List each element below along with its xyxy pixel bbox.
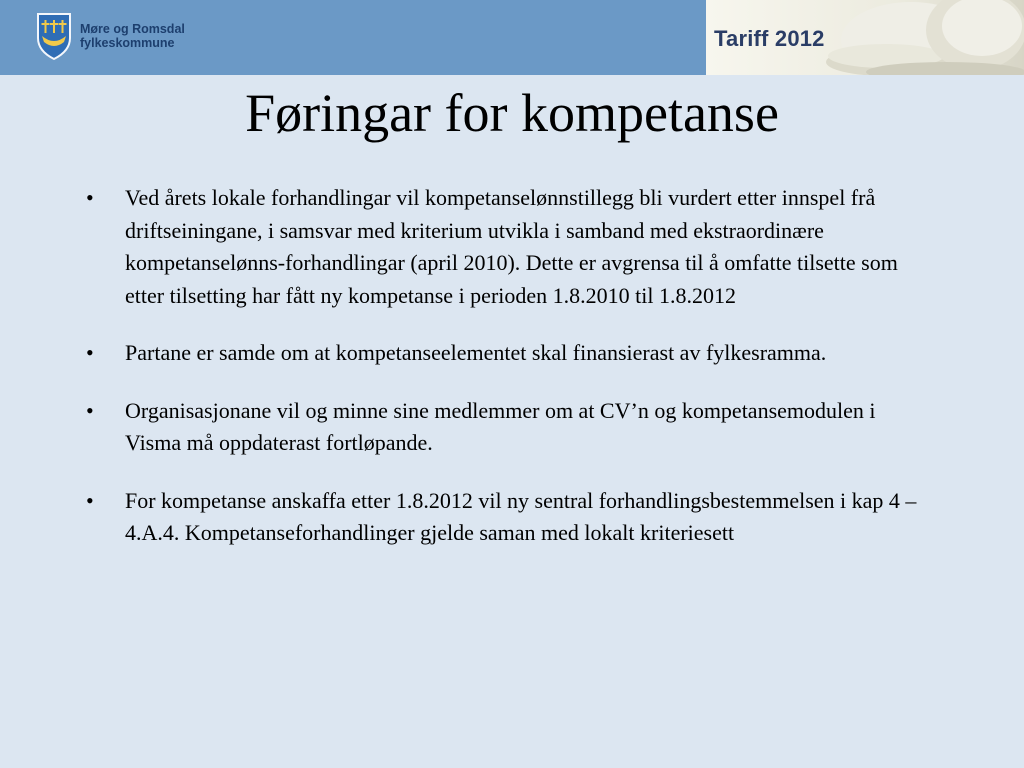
bullet-item xyxy=(84,395,934,460)
bullet-list xyxy=(84,182,934,575)
bullet-item xyxy=(84,485,934,550)
tariff-banner xyxy=(706,0,1024,75)
bullet-icon: • xyxy=(86,487,94,513)
bullet-item xyxy=(84,182,934,312)
bullet-text: Ved årets lokale forhandlingar vil kompetanselønnstillegg bli vurdert etter innspel frå driftseiningane, i samsvar med kriterium utvikla i samband med ekstraordinære kompetanselønns-forhandlingar (april 2010). Dette er avgrensa til å omfatte tilsette som etter tilsetting har fått ny kompetanse i perioden 1.8.2010 til 1.8.2012 xyxy=(125,185,898,308)
bullet-icon: • xyxy=(86,185,94,210)
logo-line-2: fylkeskommune xyxy=(80,36,175,50)
bullet-text: Organisasjonane vil og minne sine medlemmer om at CV’n og kompetansemodulen i Visma må oppdaterast fortløpande. xyxy=(125,397,876,455)
bullet-item xyxy=(84,337,934,370)
bullet-icon: • xyxy=(86,340,94,365)
tariff-banner-text: Tariff 2012 xyxy=(714,26,825,51)
slide-title: Føringar for kompetanse xyxy=(245,83,779,143)
logo-line-1: Møre og Romsdal xyxy=(80,22,185,36)
county-logo xyxy=(36,12,185,60)
bullet-text: For kompetanse anskaffa etter 1.8.2012 vil ny sentral forhandlingsbestemmelsen i kap 4 – 4.A.4. Kompetanseforhandlinger gjelde saman med lokalt kriteriesett xyxy=(125,487,917,545)
bullet-text: Partane er samde om at kompetanseelementet skal finansierast av fylkesramma. xyxy=(125,340,827,365)
bullet-icon: • xyxy=(86,397,94,423)
county-shield-icon xyxy=(36,12,72,60)
